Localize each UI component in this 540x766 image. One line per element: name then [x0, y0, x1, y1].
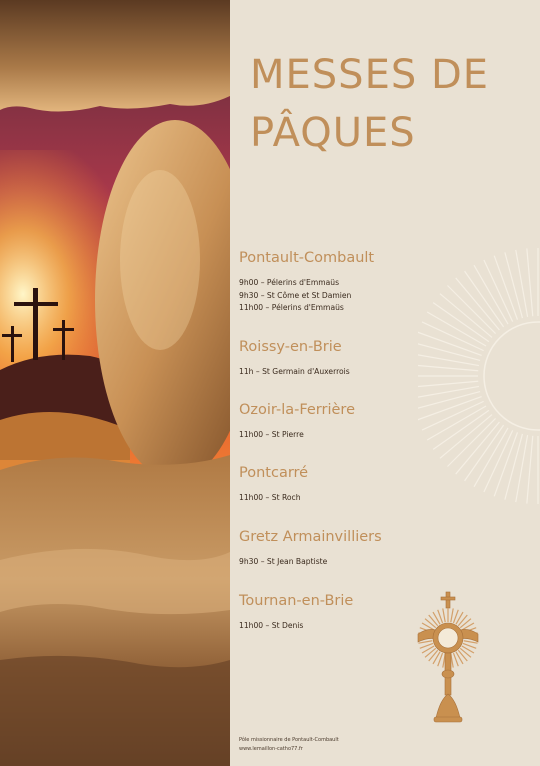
mass-time: 11h00 – St Denis: [239, 621, 304, 630]
mass-time: 11h – St Germain d'Auxerrois: [239, 367, 350, 376]
monstrance-ray: [460, 648, 471, 657]
footer-organization: Pôle missionnaire de Pontault-Combault: [239, 737, 339, 743]
monstrance-ray: [429, 615, 438, 626]
sunburst-ray: [516, 250, 528, 317]
parish-pontcarre: [239, 463, 449, 505]
title-line-2: PÂQUES: [250, 110, 416, 156]
monstrance-ray: [429, 650, 438, 661]
page-title: [250, 46, 540, 162]
parish-name: Tournan-en-Brie: [239, 593, 354, 609]
parish-name: Pontcarré: [239, 465, 309, 481]
sunburst-ray: [456, 422, 500, 474]
sunburst-ray: [447, 285, 495, 333]
parish-name: Pontault-Combault: [239, 250, 375, 266]
easter-tomb-photo: [0, 0, 230, 766]
sunburst-ray: [465, 271, 504, 327]
mass-time: 11h00 – St Pierre: [239, 430, 304, 439]
mass-time: 11h00 – St Roch: [239, 493, 301, 502]
monstrance-ray: [460, 619, 471, 628]
monstrance-ray: [443, 608, 445, 622]
parish-gretz-armainvilliers: [239, 527, 449, 569]
parish-roissy-en-brie: [239, 337, 449, 379]
mass-time: 11h00 – Pélerins d'Emmaüs: [239, 303, 344, 312]
sunburst-ray: [456, 278, 500, 330]
monstrance-ray: [458, 615, 467, 626]
sunburst-ray: [465, 425, 504, 481]
mass-time: 9h00 – Pélerins d'Emmaüs: [239, 278, 340, 287]
footer-website[interactable]: www.lemaillon-catho77.fr: [239, 746, 303, 752]
mass-time: 9h30 – St Jean Baptiste: [239, 557, 328, 566]
parish-pontault-combault: [239, 248, 449, 315]
sunburst-ray: [527, 436, 533, 504]
sunburst-ray: [447, 418, 495, 466]
parish-ozoir-la-ferriere: [239, 400, 449, 442]
sunburst-ray: [418, 386, 479, 398]
sunburst-ray: [418, 381, 478, 387]
sunburst-ray: [527, 248, 533, 316]
parish-name: Ozoir-la-Ferrière: [239, 402, 355, 418]
monstrance-ray: [458, 650, 467, 661]
mass-time: 9h30 – St Côme et St Damien: [239, 290, 352, 300]
monstrance-icon: [416, 590, 480, 726]
title-line-1: MESSES DE: [250, 52, 490, 98]
info-panel: [230, 0, 540, 766]
monstrance-ray: [425, 619, 436, 628]
sunburst-ray: [516, 435, 528, 502]
monstrance-ray: [451, 608, 453, 622]
footer: [239, 736, 339, 754]
parish-name: Gretz Armainvilliers: [239, 529, 382, 545]
monstrance-ray: [425, 648, 436, 657]
parish-name: Roissy-en-Brie: [239, 339, 342, 355]
